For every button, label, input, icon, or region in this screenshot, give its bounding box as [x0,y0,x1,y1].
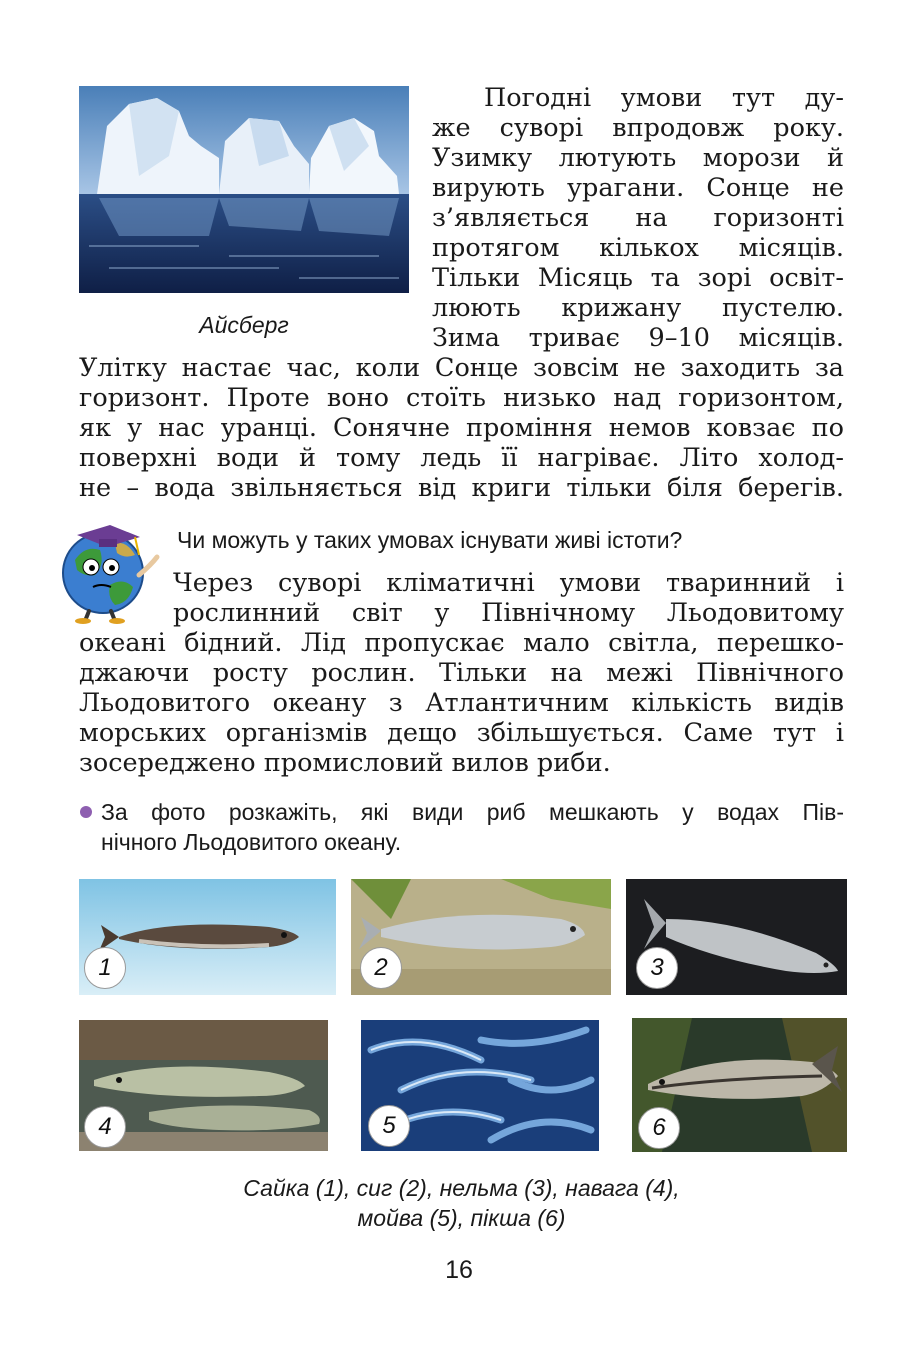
photos-caption-line: Сайка (1), сиг (2), нельма (3), навага (4), [243,1175,680,1201]
globe-mascot-icon [55,515,165,625]
photos-caption-line: мойва (5), пікша (6) [357,1205,566,1231]
paragraph-line: Улітку настає час, коли Сонце зовсім не заходить за [79,353,844,383]
paragraph-line: морських організмів дещо збільшується. Саме тут і [79,718,844,748]
paragraph-line: океані бідний. Лід пропускає мало світла, перешко- [79,628,844,658]
bullet-line: нічного Льодовитого океану. [101,829,402,855]
paragraph-line: люють крижану пустелю. [432,293,844,323]
photo-number-badge: 1 [84,947,126,989]
paragraph-line: зосереджено промисловий вилов риби. [79,748,611,778]
paragraph-line: рослинний світ у Північному Льодовитому [173,598,844,628]
paragraph-line: Узимку лютують морози й [432,143,844,173]
iceberg-photo [79,86,409,293]
photo-number-badge: 4 [84,1106,126,1148]
iceberg-caption: Айсберг [199,312,289,338]
paragraph-line: з’являється на горизонті [432,203,844,233]
page-number: 16 [445,1256,473,1284]
paragraph-line: Погодні умови тут ду- [484,83,844,113]
paragraph-line: протягом кількох місяців. [432,233,844,263]
photo-number-badge: 2 [360,947,402,989]
paragraph-line: горизонт. Проте воно стоїть низько над горизонтом, [79,383,844,413]
paragraph-line: джаючи росту рослин. Тільки на межі Північного [79,658,844,688]
bullet-icon [80,806,92,818]
paragraph-line: же суворі впродовж року. [432,113,844,143]
paragraph-line: поверхні води й тому ледь її нагріває. Літо холод- [79,443,844,473]
paragraph-line: Зима триває 9–10 місяців. [432,323,844,353]
paragraph-line: вирують урагани. Сонце не [432,173,844,203]
photo-number-badge: 3 [636,947,678,989]
paragraph-line: Через суворі кліматичні умови тваринний і [173,568,844,598]
bullet-line: За фото розкажіть, які види риб мешкають у водах Пів- [101,799,844,825]
paragraph-line: Льодовитого океану з Атлантичним кількість видів [79,688,844,718]
paragraph-line: Тільки Місяць та зорі освіт- [432,263,844,293]
photo-number-badge: 6 [638,1107,680,1149]
paragraph-line: не – вода звільняється від криги тільки біля берегів. [79,473,844,503]
photo-number-badge: 5 [368,1105,410,1147]
paragraph-line: як у нас уранці. Сонячне проміння немов ковзає по [79,413,844,443]
question-text: Чи можуть у таких умовах існувати живі істоти? [177,527,683,553]
